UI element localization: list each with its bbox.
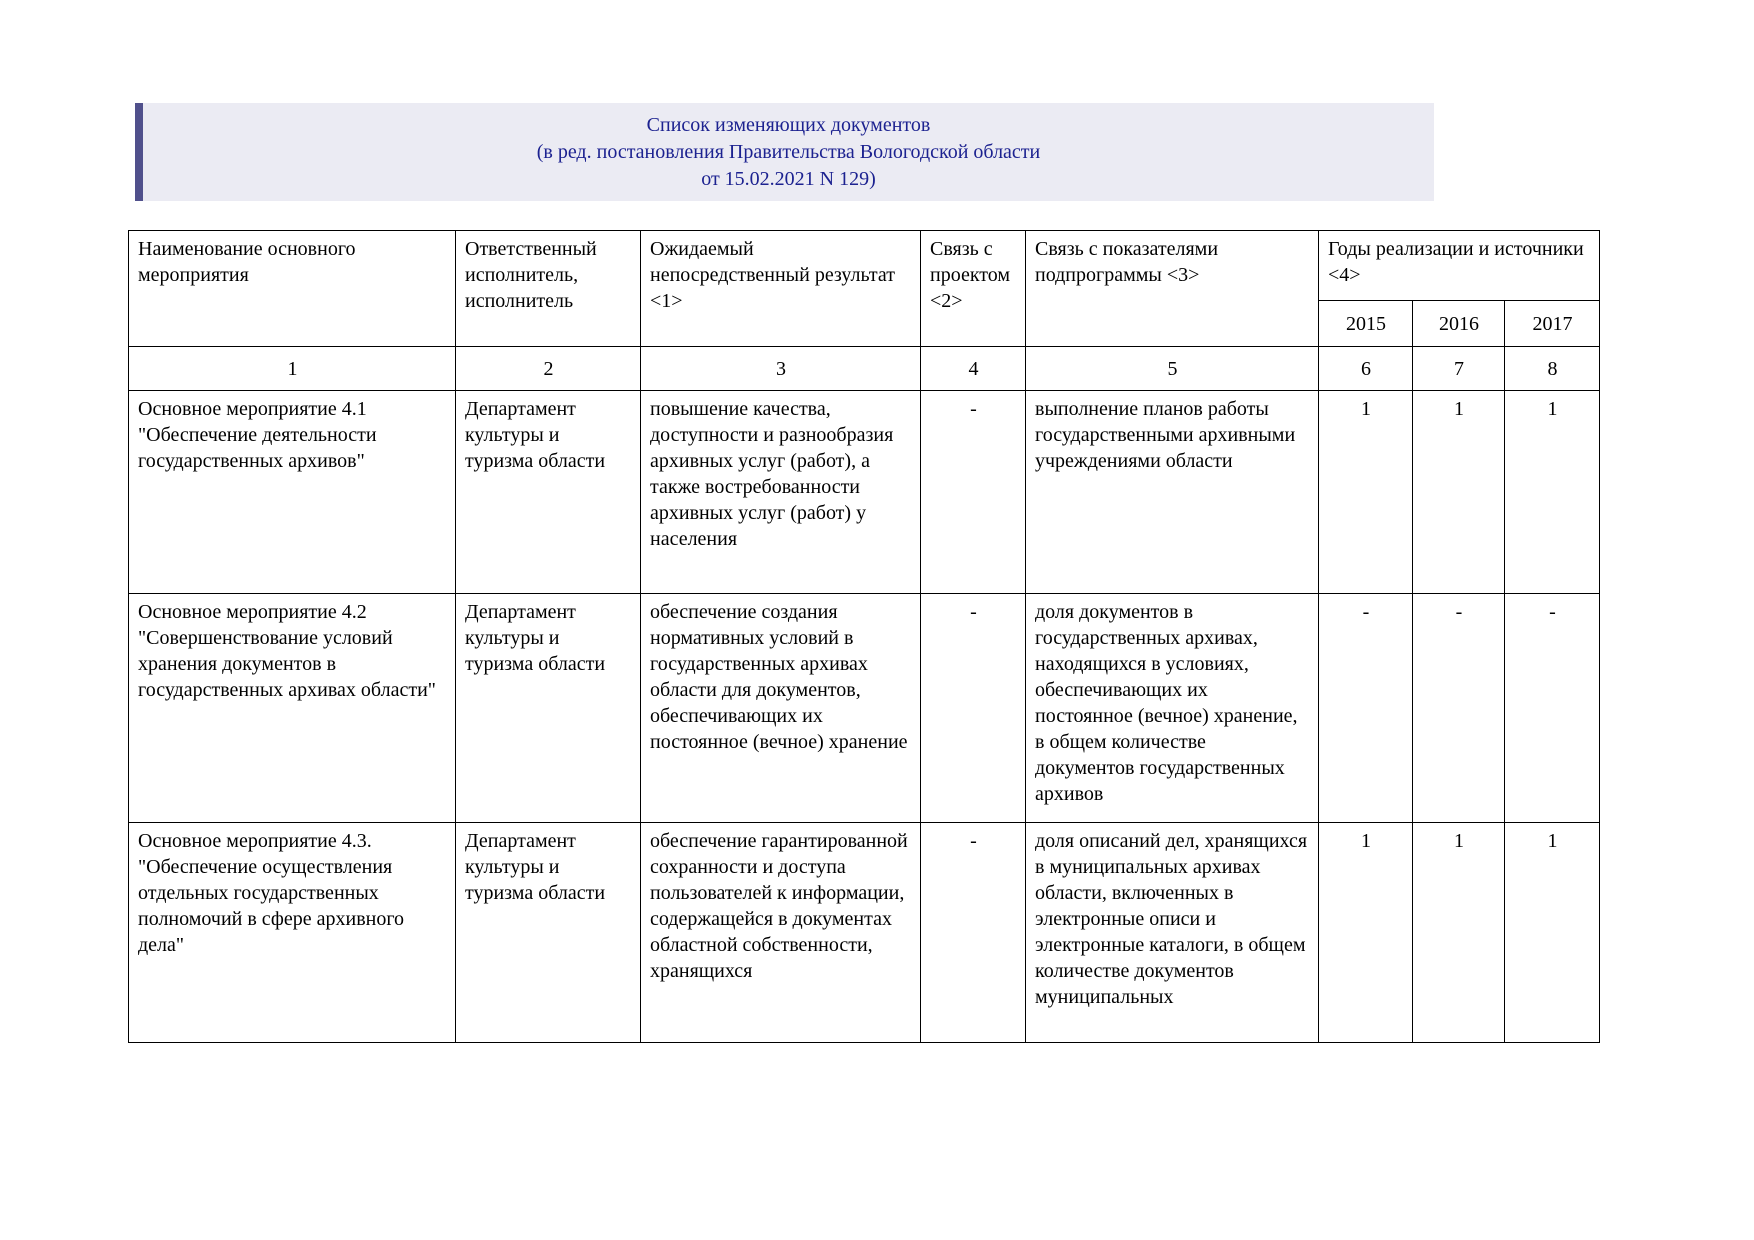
cell-expected-result: обеспечение гарантированной сохранности и доступа пользователей к информации, содержащейся в документах областной собственности, хранящихся xyxy=(641,823,921,1043)
column-number: 5 xyxy=(1026,347,1319,391)
cell-year-value: - xyxy=(1319,594,1413,823)
cell-year-value: 1 xyxy=(1505,391,1600,594)
document-table xyxy=(128,230,1600,1043)
cell-project-link: - xyxy=(921,823,1026,1043)
year-header-2017: 2017 xyxy=(1505,301,1600,347)
cell-year-value: 1 xyxy=(1505,823,1600,1043)
column-number: 8 xyxy=(1505,347,1600,391)
column-number: 7 xyxy=(1413,347,1505,391)
cell-expected-result: повышение качества, доступности и разнообразия архивных услуг (работ), а также востребованности архивных услуг (работ) у населения xyxy=(641,391,921,594)
header-row xyxy=(129,231,1600,301)
table-row xyxy=(129,823,1600,1043)
column-header-years-group: Годы реализации и источники <4> xyxy=(1319,231,1600,301)
note-line: от 15.02.2021 N 129) xyxy=(701,167,876,190)
year-header-2015: 2015 xyxy=(1319,301,1413,347)
column-number: 6 xyxy=(1319,347,1413,391)
cell-year-value: 1 xyxy=(1319,391,1413,594)
column-header-executor: Ответственный исполнитель, исполнитель xyxy=(456,231,641,347)
column-header-result: Ожидаемый непосредственный результат <1> xyxy=(641,231,921,347)
cell-project-link: - xyxy=(921,594,1026,823)
column-number: 2 xyxy=(456,347,641,391)
table-row xyxy=(129,594,1600,823)
cell-year-value: - xyxy=(1505,594,1600,823)
cell-executor: Департамент культуры и туризма области xyxy=(456,391,641,594)
cell-indicators: доля описаний дел, хранящихся в муниципальных архивах области, включенных в электронные описи и электронные каталоги, в общем количестве документов муниципальных xyxy=(1026,823,1319,1043)
note-line: (в ред. постановления Правительства Вологодской области xyxy=(536,140,1041,163)
cell-project-link: - xyxy=(921,391,1026,594)
cell-executor: Департамент культуры и туризма области xyxy=(456,594,641,823)
column-number: 1 xyxy=(129,347,456,391)
amendments-note xyxy=(135,103,1434,201)
cell-expected-result: обеспечение создания нормативных условий в государственных архивах области для документов, обеспечивающих их постоянное (вечное) хранение xyxy=(641,594,921,823)
cell-activity-name: Основное мероприятие 4.3. "Обеспечение осуществления отдельных государственных полномочий в сфере архивного дела" xyxy=(129,823,456,1043)
column-header-indicators: Связь с показателями подпрограммы <3> xyxy=(1026,231,1319,347)
cell-year-value: - xyxy=(1413,594,1505,823)
column-number: 4 xyxy=(921,347,1026,391)
cell-activity-name: Основное мероприятие 4.2 "Совершенствование условий хранения документов в государственных архивах области" xyxy=(129,594,456,823)
cell-year-value: 1 xyxy=(1413,823,1505,1043)
cell-year-value: 1 xyxy=(1413,391,1505,594)
cell-indicators: доля документов в государственных архивах, находящихся в условиях, обеспечивающих их постоянное (вечное) хранение, в общем количестве документов государственных архивов xyxy=(1026,594,1319,823)
cell-executor: Департамент культуры и туризма области xyxy=(456,823,641,1043)
column-number-row xyxy=(129,347,1600,391)
cell-year-value: 1 xyxy=(1319,823,1413,1043)
year-header-2016: 2016 xyxy=(1413,301,1505,347)
column-header-activity: Наименование основного мероприятия xyxy=(129,231,456,347)
column-number: 3 xyxy=(641,347,921,391)
note-line: Список изменяющих документов xyxy=(646,113,931,136)
cell-indicators: выполнение планов работы государственными архивными учреждениями области xyxy=(1026,391,1319,594)
table-row xyxy=(129,391,1600,594)
column-header-project: Связь с проектом <2> xyxy=(921,231,1026,347)
cell-activity-name: Основное мероприятие 4.1 "Обеспечение деятельности государственных архивов" xyxy=(129,391,456,594)
